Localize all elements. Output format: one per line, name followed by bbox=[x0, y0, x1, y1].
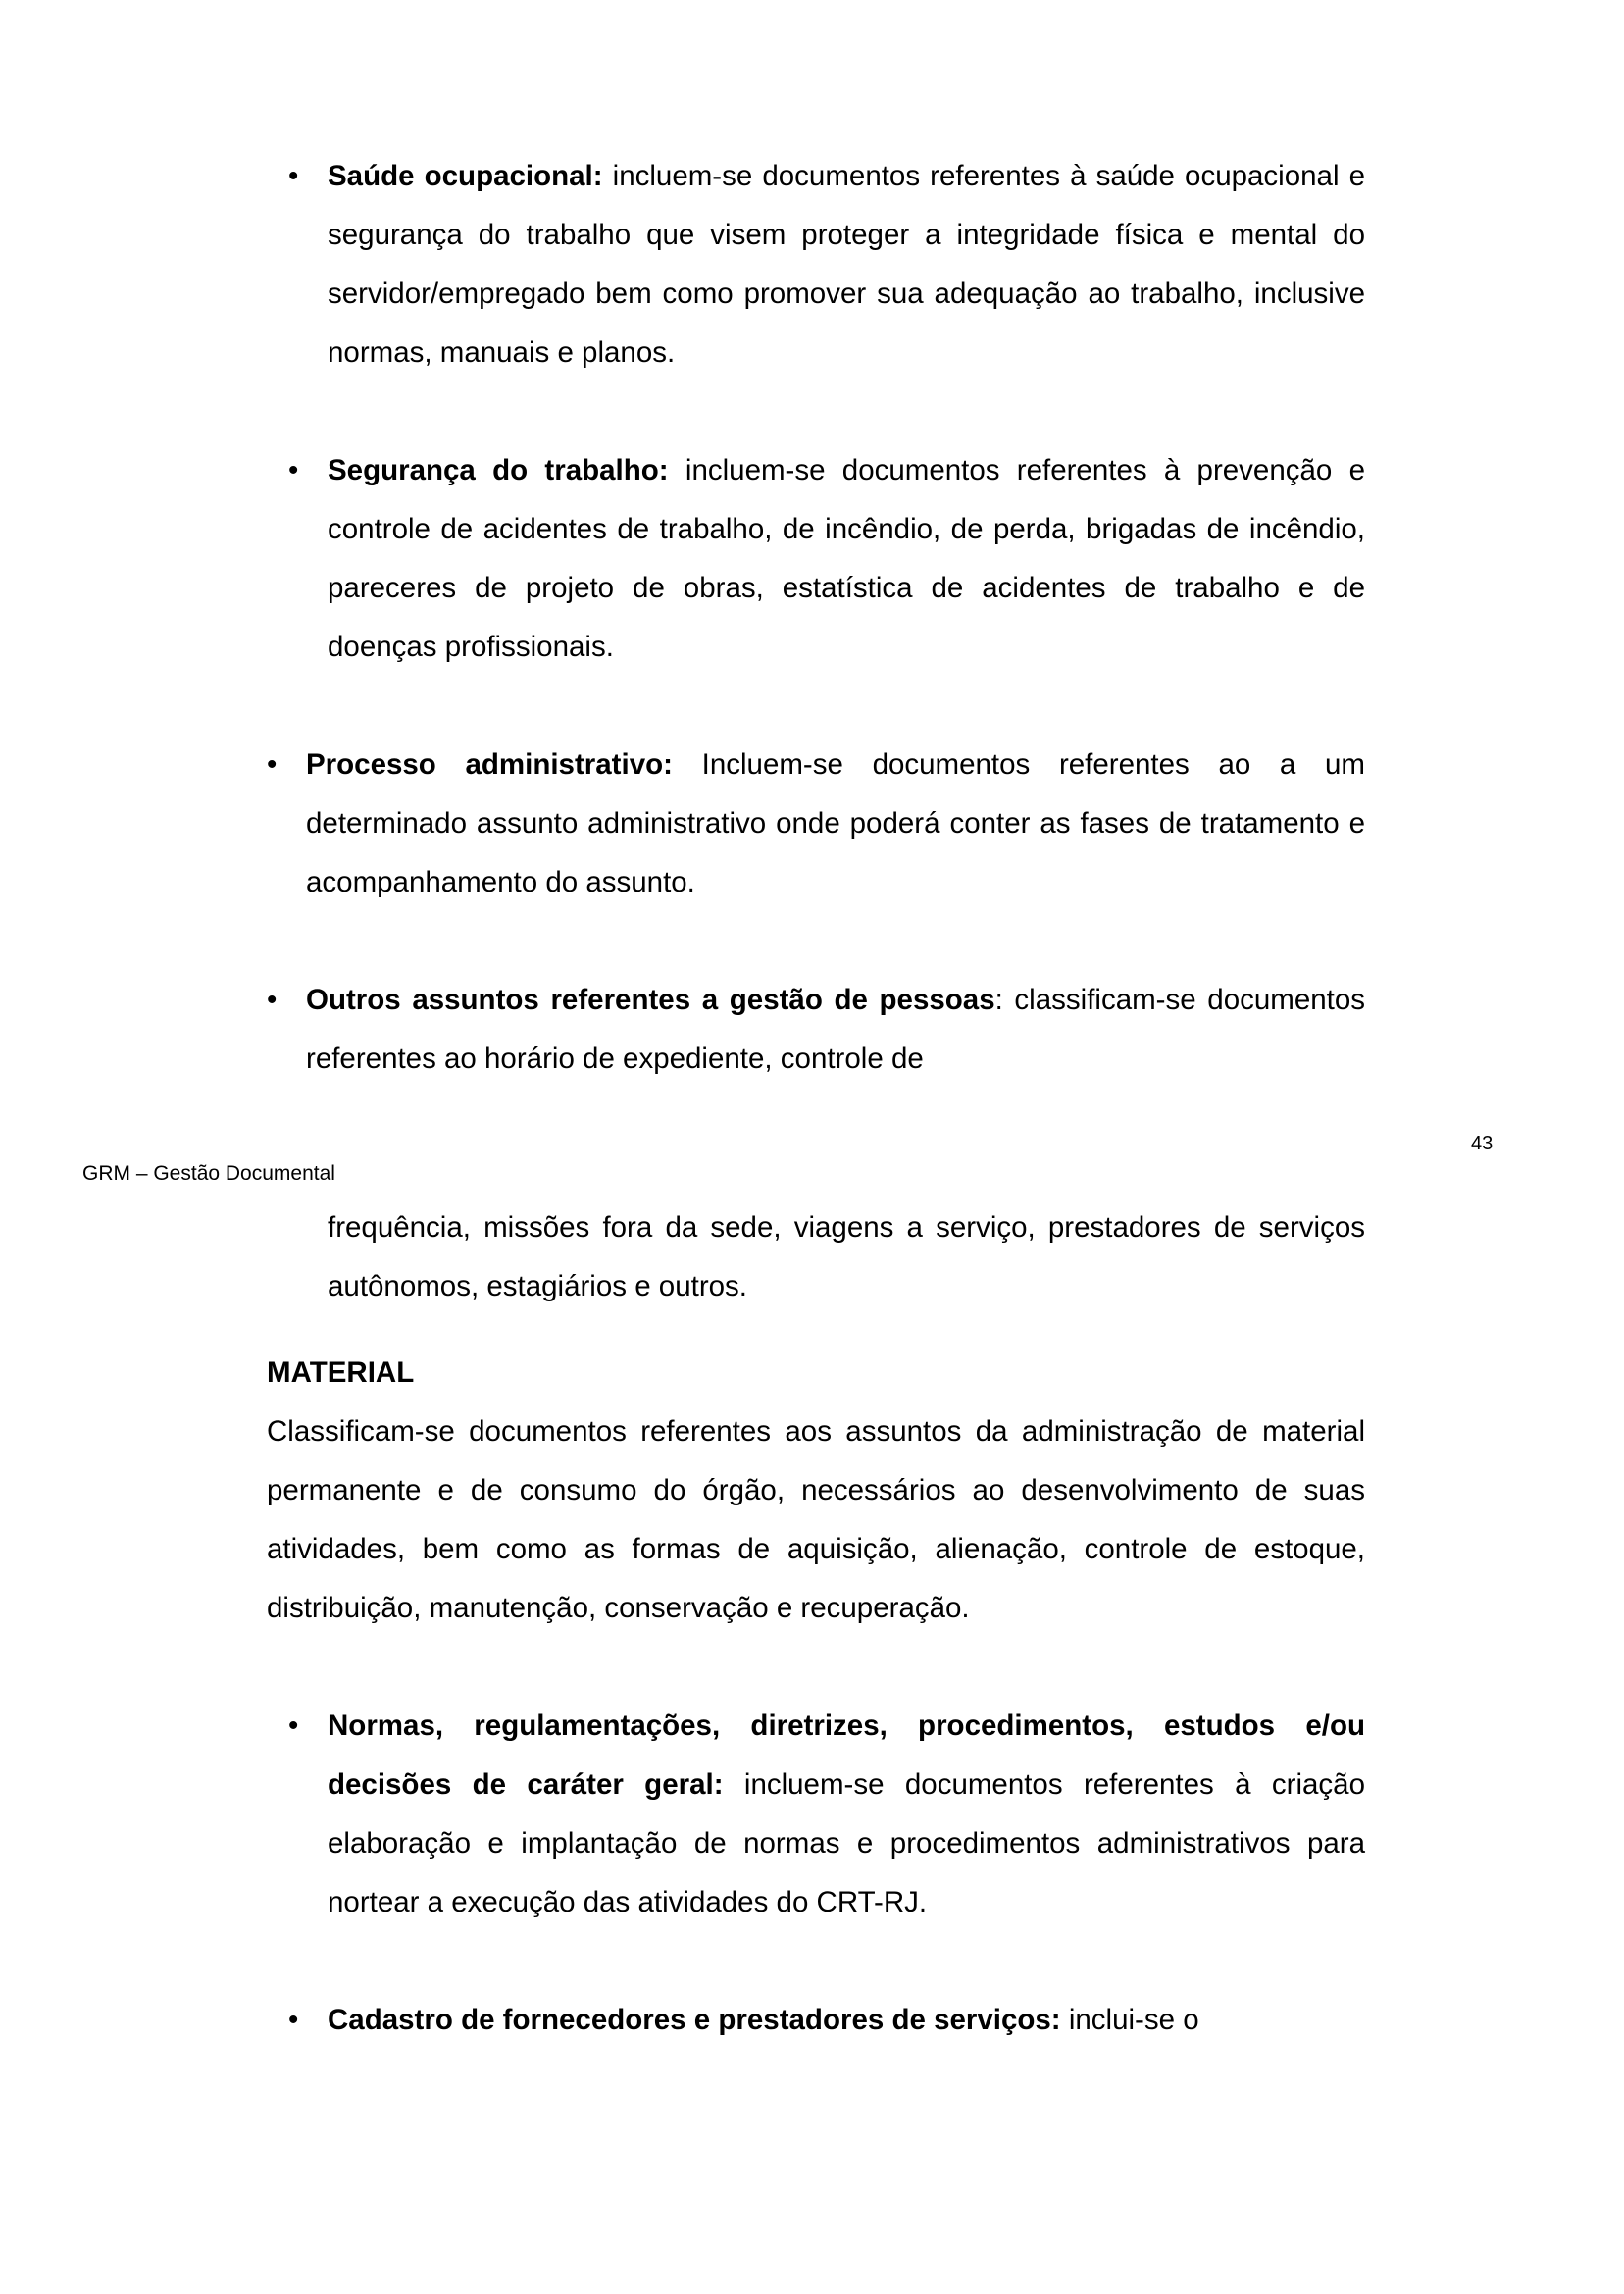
paragraph-material-intro: Classificam-se documentos referentes aos assuntos da administração de material permanente e de consumo do órgão, necessários ao desenvolvimento de suas atividades, bem como as formas de aquisição, alienação, controle de estoque, distribuição, manutenção, conservação e recuperação. bbox=[267, 1415, 1365, 1624]
bullet-lead-in: Normas, regulamentações, diretrizes, procedimentos, estudos e/ou decisões de caráter geral: bbox=[328, 1709, 1365, 1801]
bullet-body: inclui-se o bbox=[1060, 2004, 1199, 2036]
section-heading-material: MATERIAL bbox=[267, 1356, 415, 1389]
spacer bbox=[267, 1638, 1365, 1697]
bullet-icon: • bbox=[288, 160, 299, 192]
bullet-cadastro-fornecedores bbox=[267, 1991, 1365, 2050]
content-upper bbox=[267, 147, 1365, 1089]
spacer bbox=[267, 677, 1365, 736]
bullet-body: Incluem-se documentos referentes ao a um determinado assunto administrativo onde poderá conter as fases de tratamento e acompanhamento do assunto. bbox=[306, 748, 1365, 898]
footer-label: GRM – Gestão Documental bbox=[82, 1162, 335, 1185]
spacer bbox=[267, 382, 1365, 441]
bullet-normas-regulamentacoes bbox=[267, 1697, 1365, 1932]
page-number: 43 bbox=[1471, 1133, 1494, 1154]
bullet-seguranca-trabalho bbox=[267, 441, 1365, 677]
bullet-icon: • bbox=[267, 748, 278, 781]
bullet-lead-in: Saúde ocupacional: bbox=[328, 160, 603, 192]
bullet-body: : classificam-se documentos referentes ao horário de expediente, controle de bbox=[306, 984, 1365, 1075]
bullet-lead-in: Outros assuntos referentes a gestão de pessoas bbox=[306, 984, 995, 1016]
bullet-outros-assuntos bbox=[267, 971, 1365, 1089]
spacer bbox=[267, 1932, 1365, 1991]
bullet-body: incluem-se documentos referentes à prevenção e controle de acidentes de trabalho, de incêndio, de perda, brigadas de incêndio, pareceres de projeto de obras, estatística de acidentes de trabalho e de doenças profissionais. bbox=[328, 454, 1365, 663]
content-lower bbox=[267, 1344, 1365, 2050]
bullet-outros-assuntos-continued bbox=[267, 1198, 1365, 1316]
bullet-saude-ocupacional bbox=[267, 147, 1365, 382]
bullet-lead-in: Cadastro de fornecedores e prestadores de serviços: bbox=[328, 2004, 1061, 2036]
bullet-icon: • bbox=[288, 1709, 299, 1742]
content-continued bbox=[267, 1198, 1365, 1316]
bullet-icon: • bbox=[288, 454, 299, 486]
bullet-icon: • bbox=[267, 984, 278, 1016]
bullet-lead-in: Segurança do trabalho: bbox=[328, 454, 669, 486]
bullet-body: incluem-se documentos referentes à criação elaboração e implantação de normas e procedimentos administrativos para nortear a execução das atividades do CRT-RJ. bbox=[328, 1768, 1365, 1918]
bullet-lead-in: Processo administrativo: bbox=[306, 748, 673, 781]
bullet-icon: • bbox=[288, 2004, 299, 2036]
bullet-processo-administrativo bbox=[267, 736, 1365, 912]
bullet-body-continued: frequência, missões fora da sede, viagens a serviço, prestadores de serviços autônomos, estagiários e outros. bbox=[328, 1211, 1365, 1302]
bullet-body: incluem-se documentos referentes à saúde ocupacional e segurança do trabalho que visem proteger a integridade física e mental do servidor/empregado bem como promover sua adequação ao trabalho, inclusive normas, manuais e planos. bbox=[328, 160, 1365, 369]
spacer bbox=[267, 912, 1365, 971]
